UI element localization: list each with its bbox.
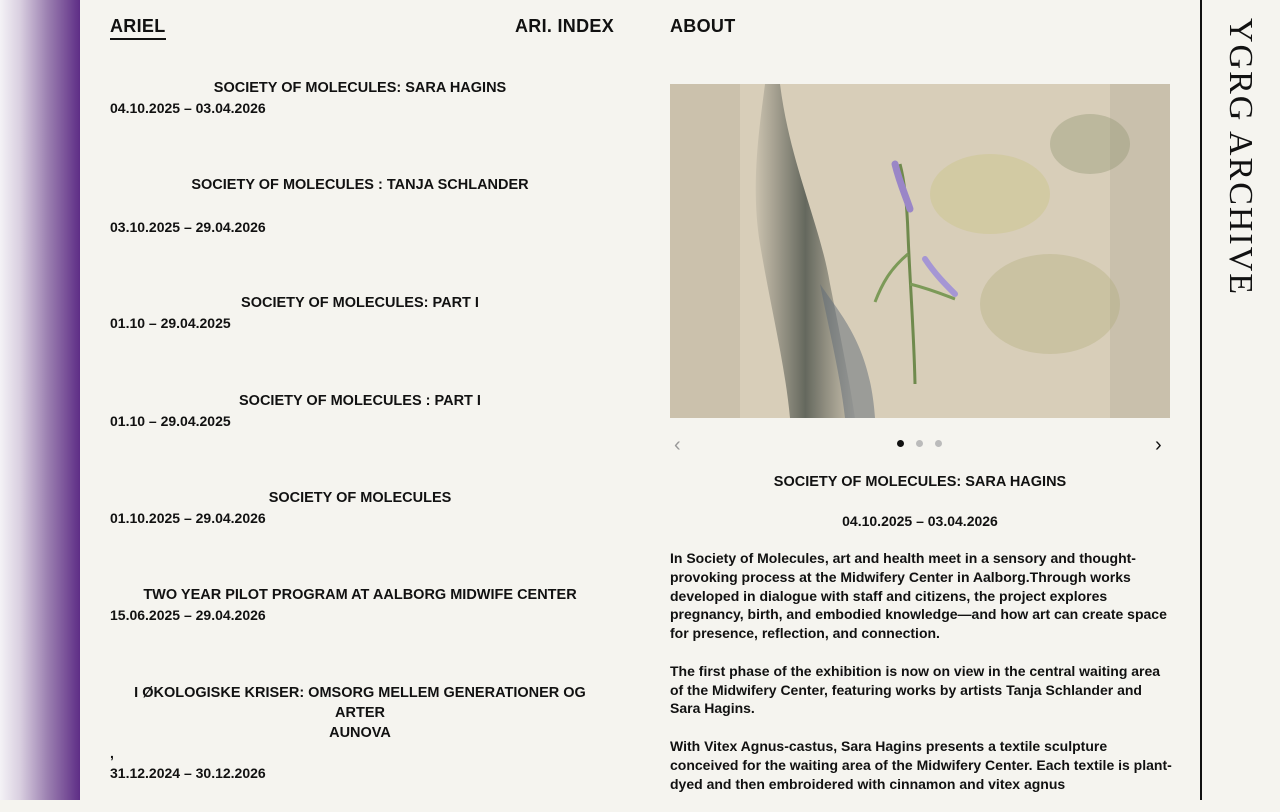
entry-dates: 15.06.2025 – 29.04.2026 xyxy=(110,607,266,623)
entry-title[interactable]: SOCIETY OF MOLECULES: SARA HAGINS xyxy=(213,80,507,96)
entry-title[interactable]: TWO YEAR PILOT PROGRAM AT AALBORG MIDWIFE CENTER xyxy=(143,587,577,603)
entry-dates: 01.10.2025 – 29.04.2026 xyxy=(110,510,266,526)
entry-title[interactable]: SOCIETY OF MOLECULES: PART I xyxy=(241,295,479,311)
entry-dates: 31.12.2024 – 30.12.2026 xyxy=(110,765,266,781)
list-item[interactable] xyxy=(110,488,610,528)
entry-title[interactable]: SOCIETY OF MOLECULES : TANJA SCHLANDER xyxy=(191,177,529,193)
detail-paragraph: In Society of Molecules, art and health meet in a sensory and thought-provoking process at the Midwifery Center in Aalborg.Through works developed in dialogue with staff and citizens, the project explores pregnancy, birth, and embodied knowledge—and how art can create space for presence, reflection, and connection. xyxy=(670,550,1167,642)
nav-ariel[interactable]: ARIEL xyxy=(110,16,166,40)
entry-dates: 03.10.2025 – 29.04.2026 xyxy=(110,219,266,235)
list-item[interactable] xyxy=(110,293,610,333)
detail-dates: 04.10.2025 – 03.04.2026 xyxy=(842,513,998,529)
list-item[interactable] xyxy=(110,78,610,118)
list-item[interactable] xyxy=(110,683,610,783)
entry-title[interactable]: SOCIETY OF MOLECULES xyxy=(268,490,452,506)
carousel-dot-2[interactable] xyxy=(916,440,923,447)
carousel-next-button[interactable]: › xyxy=(1155,434,1162,456)
entry-title[interactable]: SOCIETY OF MOLECULES : PART I xyxy=(239,393,481,409)
detail-description xyxy=(670,549,1172,812)
archive-title[interactable]: YGRG ARCHIVE xyxy=(1222,18,1259,297)
list-item[interactable] xyxy=(110,585,610,625)
entry-dates: 01.10 – 29.04.2025 xyxy=(110,413,231,429)
nav-about[interactable]: ABOUT xyxy=(670,16,736,36)
detail-title: SOCIETY OF MOLECULES: SARA HAGINS xyxy=(773,474,1067,490)
carousel-dot-1[interactable] xyxy=(897,440,904,447)
entry-comma: , xyxy=(110,745,114,761)
entry-dates: 01.10 – 29.04.2025 xyxy=(110,315,231,331)
exhibition-photo xyxy=(670,84,1170,418)
list-item[interactable] xyxy=(110,391,610,431)
detail-paragraph: The first phase of the exhibition is now on view in the central waiting area of the Midwifery Center, featuring works by artists Tanja Schlander and Sara Hagins. xyxy=(670,662,1161,717)
list-item[interactable] xyxy=(110,175,610,237)
carousel-dot-3[interactable] xyxy=(935,440,942,447)
entry-subtitle: AUNOVA xyxy=(329,725,391,741)
entry-title[interactable]: I ØKOLOGISKE KRISER: OMSORG MELLEM GENERATIONER OG ARTER xyxy=(134,685,586,721)
textile-sculpture-image xyxy=(670,84,1170,418)
carousel-prev-button[interactable]: ‹ xyxy=(674,434,681,456)
left-gradient-band xyxy=(0,0,80,800)
entry-dates: 04.10.2025 – 03.04.2026 xyxy=(110,100,266,116)
detail-paragraph: With Vitex Agnus-castus, Sara Hagins presents a textile sculpture conceived for the waiting area of the Midwifery Center. Each textile is plant-dyed and then embroidered with cinnamon and vitex agnus xyxy=(670,737,1172,792)
carousel-dots xyxy=(897,440,942,447)
nav-ari-index[interactable]: ARI. INDEX xyxy=(515,16,615,36)
